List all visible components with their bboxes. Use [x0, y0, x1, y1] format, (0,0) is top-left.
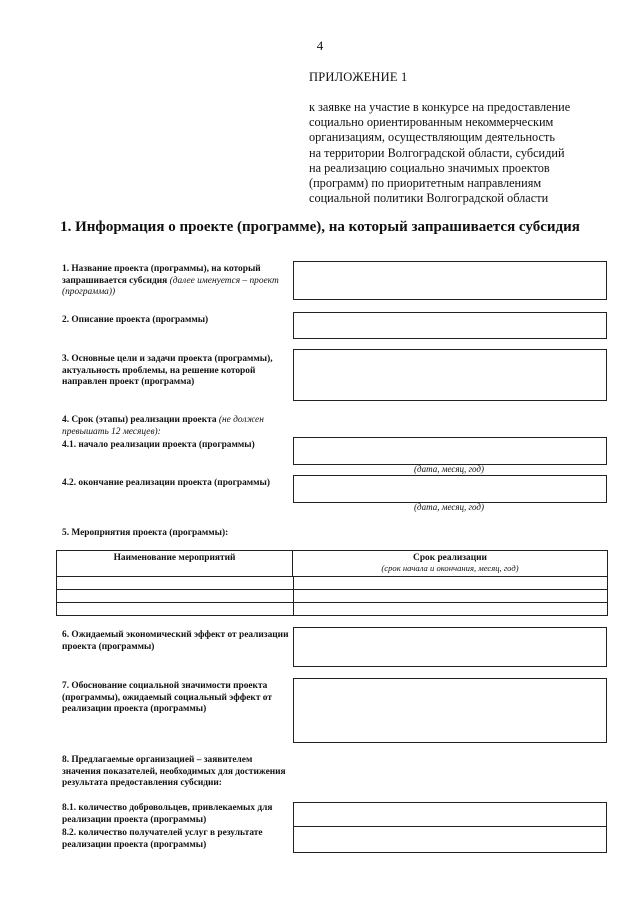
field-7-label: 7. Обоснование социальной значимости проекта (программы), ожидаемый социальный эффект от реализации проекта (программы): [62, 681, 272, 715]
subtitle-line: социальной политики Волгоградской области: [309, 191, 549, 206]
activities-table: [56, 550, 608, 616]
appendix-title: ПРИЛОЖЕНИЕ 1: [309, 70, 408, 84]
field-4-note: (не должен превышать 12 месяцев):: [62, 415, 264, 437]
field-8-label: 8. Предлагаемые организацией – заявителем значения показателей, необходимых для достижения результата предоставления субсидии:: [62, 755, 286, 789]
section-heading: 1. Информация о проекте (программе), на который запрашивается субсидия: [60, 219, 580, 235]
project-name-field[interactable]: [293, 261, 607, 300]
table-row: [57, 577, 607, 590]
table-header-period-note: (срок начала и окончания, месяц, год): [381, 563, 519, 573]
social-significance-field[interactable]: [293, 678, 607, 743]
subtitle-line: организациям, осуществляющим деятельность: [309, 130, 555, 145]
field-8-1-label: 8.1. количество добровольцев, привлекаемых для реализации проекта (программы): [62, 803, 273, 825]
subtitle-line: социально ориентированным некоммерческим: [309, 115, 554, 130]
field-2-label: 2. Описание проекта (программы): [62, 315, 209, 325]
field-1-label: [62, 264, 290, 299]
table-cell-activity[interactable]: [57, 603, 294, 615]
volunteers-count-field[interactable]: [293, 802, 607, 828]
end-date-field[interactable]: [293, 475, 607, 503]
economic-effect-field[interactable]: [293, 627, 607, 667]
field-1-note: (далее именуется – проект (программа)): [62, 275, 279, 298]
start-date-caption: (дата, месяц, год): [414, 464, 484, 474]
subtitle-line: (программ) по приоритетным направлениям: [309, 176, 542, 191]
field-4-1-label: 4.1. начало реализации проекта (программы): [62, 440, 255, 450]
field-1-label-text: 1. Название проекта (программы), на который запрашивается субсидия: [62, 264, 261, 286]
table-cell-period[interactable]: [294, 603, 607, 615]
subtitle-line: к заявке на участие в конкурсе на предоставление: [309, 100, 571, 114]
start-date-field[interactable]: [293, 437, 607, 465]
project-goals-field[interactable]: [293, 349, 607, 401]
end-date-caption: (дата, месяц, год): [414, 502, 484, 512]
table-header-activities: Наименование мероприятий: [57, 551, 293, 576]
project-description-field[interactable]: [293, 312, 607, 339]
table-cell-period[interactable]: [294, 590, 607, 602]
table-cell-activity[interactable]: [57, 577, 294, 589]
beneficiaries-count-field[interactable]: [293, 826, 607, 853]
subtitle-line: на территории Волгоградской области, субсидий: [309, 145, 565, 160]
table-header: [57, 551, 607, 577]
field-4-2-label: 4.2. окончание реализации проекта (программы): [62, 478, 270, 488]
table-header-period: [293, 551, 607, 576]
field-5-label: 5. Мероприятия проекта (программы):: [62, 528, 229, 538]
field-8-2-label: 8.2. количество получателей услуг в результате реализации проекта (программы): [62, 828, 263, 850]
page-number: 4: [316, 38, 324, 53]
subtitle-line: на реализацию социально значимых проектов: [309, 160, 550, 175]
field-6-label: 6. Ожидаемый экономический эффект от реализации проекта (программы): [62, 630, 289, 652]
table-row: [57, 603, 607, 615]
field-3-label: 3. Основные цели и задачи проекта (программы), актуальность проблемы, на решение которой направлен проект (программа): [62, 354, 273, 388]
field-4-label-text: 4. Срок (этапы) реализации проекта: [62, 415, 217, 425]
table-cell-activity[interactable]: [57, 590, 294, 602]
table-row: [57, 590, 607, 603]
appendix-subtitle: [309, 100, 609, 206]
table-header-period-text: Срок реализации: [413, 553, 487, 563]
field-4-label: [62, 415, 290, 438]
table-cell-period[interactable]: [294, 577, 607, 589]
